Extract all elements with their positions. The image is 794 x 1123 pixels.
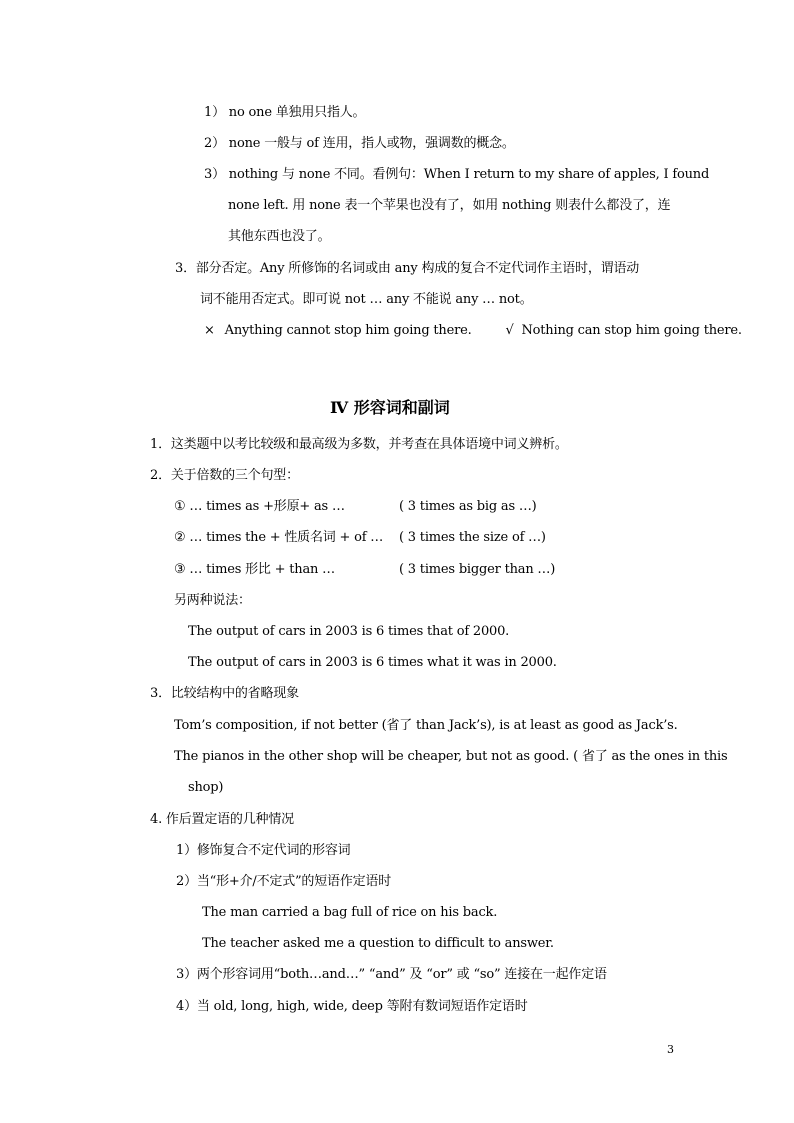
page-number: 3 [667, 1043, 674, 1056]
paragraph: 4. 作后置定语的几种情况 [150, 812, 294, 827]
list-item: 4）当 old, long, high, wide, deep 等附有数词短语作定语时 [176, 999, 528, 1014]
pattern-3-example: ( 3 times bigger than …) [399, 562, 556, 577]
section-heading: Ⅳ 形容词和副词 [330, 398, 450, 417]
list-item: 1）修饰复合不定代词的形容词 [176, 843, 351, 858]
paragraph: 3．比较结构中的省略现象 [150, 686, 299, 701]
paragraph: 1．这类题中以考比较级和最高级为多数，并考查在具体语境中词义辨析。 [150, 437, 568, 452]
pattern-3: ③ … times 形比 + than … [174, 562, 335, 577]
list-item: 2）当“形+介/不定式”的短语作定语时 [176, 874, 392, 889]
wrong-mark-icon: × [204, 323, 215, 338]
example-sentence: Tom’s composition, if not better (省了 than Jack’s), is at least as good as Jack’s. [174, 718, 678, 733]
right-mark-icon: √ [505, 323, 514, 338]
list-item: 1） no one 单独用只指人。 [204, 105, 366, 120]
list-item: 3）两个形容词用“both…and…” “and” 及 “or” 或 “so” 连接在一起作定语 [176, 967, 607, 982]
example-line [204, 322, 742, 340]
paragraph: 2．关于倍数的三个句型： [150, 468, 299, 483]
list-item-continuation: none left. 用 none 表一个苹果也没有了，如用 nothing 则表什么都没了，连 [228, 198, 671, 213]
paragraph: 另两种说法： [174, 593, 251, 608]
pattern-1: ① … times as +形原+ as … [174, 499, 345, 514]
example-sentence: The teacher asked me a question to difficult to answer. [202, 936, 554, 951]
point-partial-negation-continuation: 词不能用否定式。即可说 not … any 不能说 any … not。 [200, 292, 533, 307]
example-sentence: The output of cars in 2003 is 6 times that of 2000. [188, 624, 510, 639]
example-sentence: The man carried a bag full of rice on his back. [202, 905, 498, 920]
point-partial-negation: 3．部分否定。Any 所修饰的名词或由 any 构成的复合不定代词作主语时，谓语动 [175, 261, 640, 276]
example-sentence: The output of cars in 2003 is 6 times what it was in 2000. [188, 655, 557, 670]
list-item: 3） nothing 与 none 不同。看例句：When I return to my share of apples, I found [204, 167, 710, 182]
pattern-2-example: ( 3 times the size of …) [399, 530, 546, 545]
wrong-example: Anything cannot stop him going there. [224, 323, 472, 338]
pattern-2: ② … times the + 性质名词 + of … [174, 530, 384, 545]
list-item-continuation: 其他东西也没了。 [228, 229, 331, 244]
right-example: Nothing can stop him going there. [521, 323, 742, 338]
list-item: 2） none 一般与 of 连用，指人或物，强调数的概念。 [204, 136, 515, 151]
example-sentence: The pianos in the other shop will be cheaper, but not as good. ( 省了 as the ones in this [174, 749, 728, 764]
example-sentence-continuation: shop) [188, 780, 224, 795]
pattern-1-example: ( 3 times as big as …) [399, 499, 537, 514]
